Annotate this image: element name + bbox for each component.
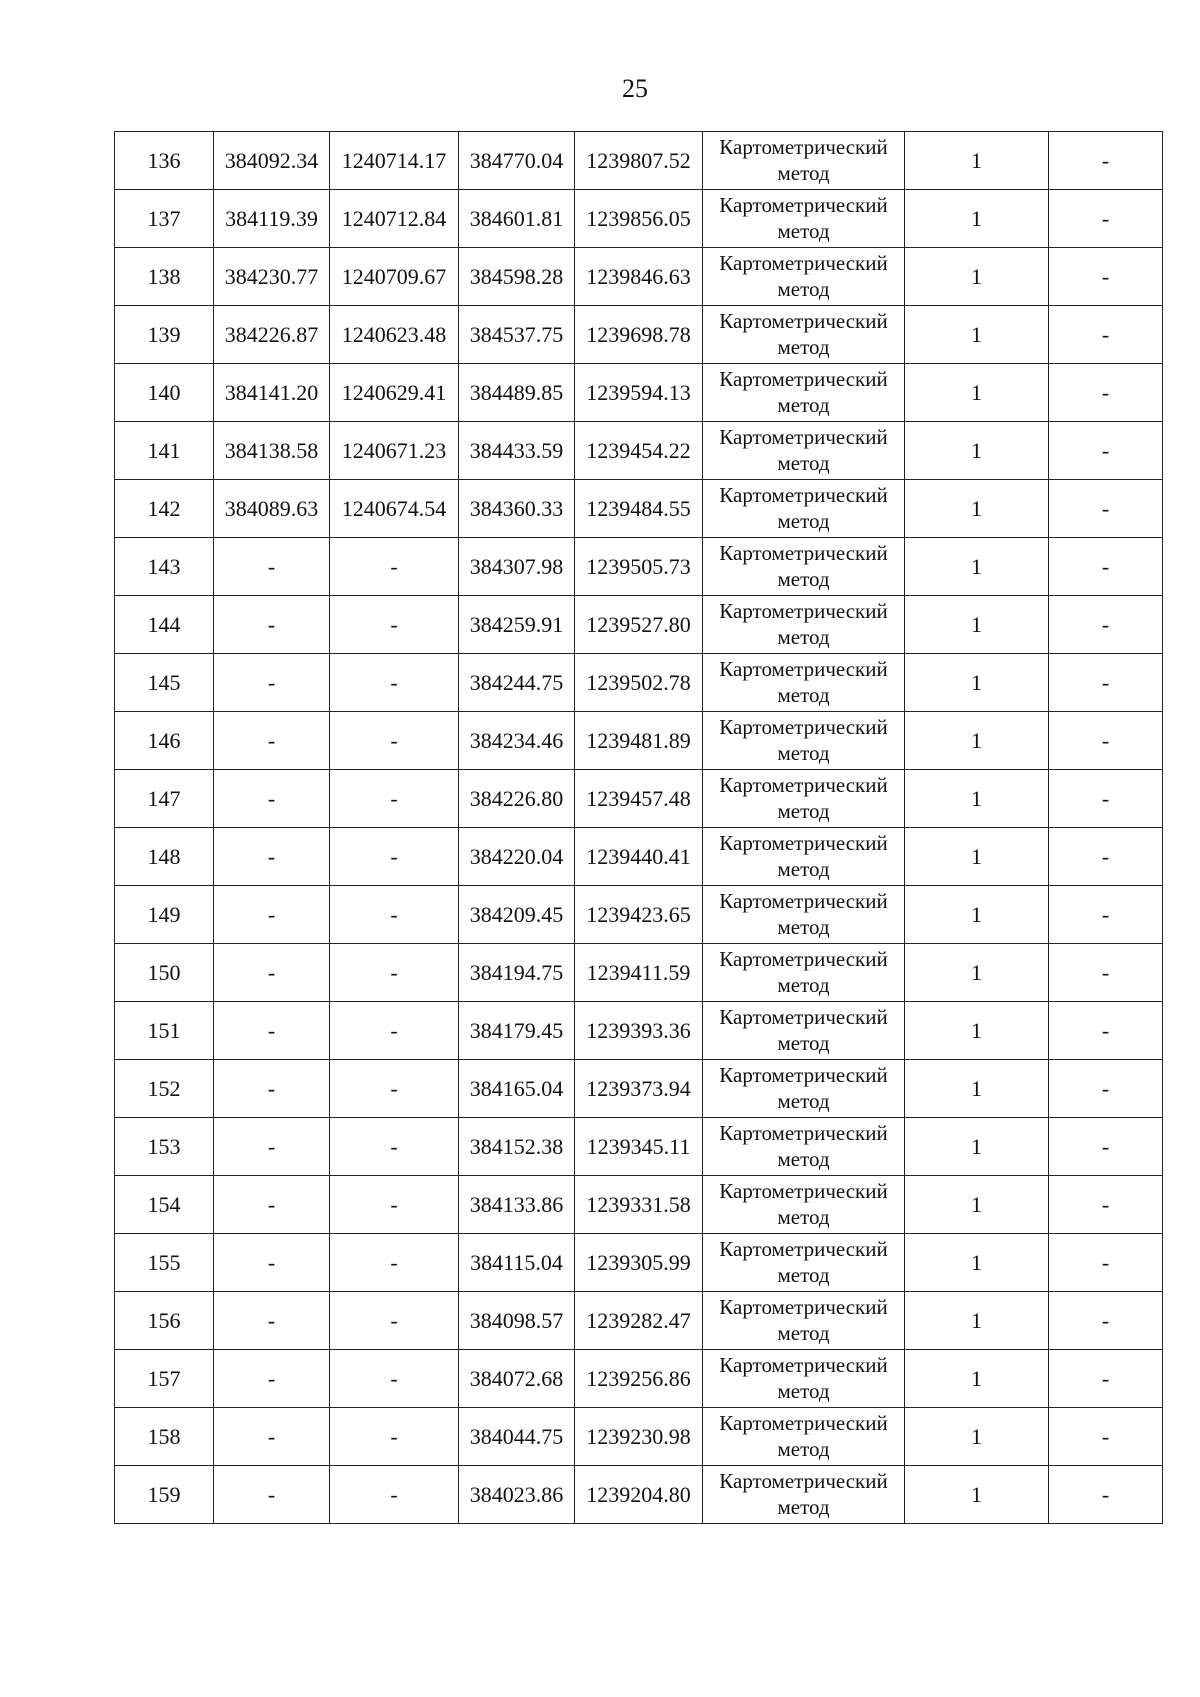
point-number-cell: 138: [115, 248, 214, 306]
method-line-1: Картометрический: [719, 831, 888, 856]
x-new-cell: 384234.46: [459, 712, 575, 770]
y-old-cell: -: [330, 712, 459, 770]
y-old-cell: -: [330, 944, 459, 1002]
method-line-2: метод: [777, 566, 830, 591]
method-line-2: метод: [777, 1436, 830, 1461]
method-line-1: Картометрический: [719, 1411, 888, 1436]
accuracy-cell: 1: [905, 886, 1049, 944]
method-cell: [703, 248, 905, 306]
method-line-2: метод: [777, 1320, 830, 1345]
x-old-cell: -: [214, 712, 330, 770]
description-cell: -: [1049, 1466, 1163, 1524]
y-old-cell: -: [330, 1466, 459, 1524]
coordinates-table: [114, 131, 1163, 1524]
method-line-2: метод: [777, 450, 830, 475]
x-new-cell: 384598.28: [459, 248, 575, 306]
point-number-cell: 143: [115, 538, 214, 596]
method-line-1: Картометрический: [719, 483, 888, 508]
point-number-cell: 145: [115, 654, 214, 712]
table-row: [115, 306, 1163, 364]
method-line-1: Картометрический: [719, 947, 888, 972]
x-old-cell: 384119.39: [214, 190, 330, 248]
accuracy-cell: 1: [905, 1350, 1049, 1408]
y-old-cell: -: [330, 770, 459, 828]
y-old-cell: 1240623.48: [330, 306, 459, 364]
y-new-cell: 1239256.86: [575, 1350, 703, 1408]
method-cell: [703, 1350, 905, 1408]
x-new-cell: 384023.86: [459, 1466, 575, 1524]
y-old-cell: -: [330, 654, 459, 712]
x-new-cell: 384489.85: [459, 364, 575, 422]
method-line-1: Картометрический: [719, 657, 888, 682]
method-line-2: метод: [777, 1262, 830, 1287]
x-new-cell: 384115.04: [459, 1234, 575, 1292]
x-new-cell: 384098.57: [459, 1292, 575, 1350]
accuracy-cell: 1: [905, 190, 1049, 248]
x-old-cell: -: [214, 1408, 330, 1466]
accuracy-cell: 1: [905, 770, 1049, 828]
x-old-cell: -: [214, 886, 330, 944]
description-cell: -: [1049, 654, 1163, 712]
point-number-cell: 139: [115, 306, 214, 364]
table-row: [115, 1118, 1163, 1176]
x-old-cell: -: [214, 1176, 330, 1234]
method-cell: [703, 132, 905, 190]
y-old-cell: 1240709.67: [330, 248, 459, 306]
y-new-cell: 1239331.58: [575, 1176, 703, 1234]
table-row: [115, 480, 1163, 538]
method-cell: [703, 1176, 905, 1234]
x-old-cell: 384226.87: [214, 306, 330, 364]
x-old-cell: -: [214, 654, 330, 712]
x-new-cell: 384244.75: [459, 654, 575, 712]
accuracy-cell: 1: [905, 1060, 1049, 1118]
description-cell: -: [1049, 364, 1163, 422]
x-new-cell: 384072.68: [459, 1350, 575, 1408]
point-number-cell: 158: [115, 1408, 214, 1466]
method-cell: [703, 1408, 905, 1466]
table-row: [115, 132, 1163, 190]
table-row: [115, 538, 1163, 596]
description-cell: -: [1049, 712, 1163, 770]
table-row: [115, 190, 1163, 248]
table-row: [115, 1060, 1163, 1118]
method-cell: [703, 596, 905, 654]
y-new-cell: 1239594.13: [575, 364, 703, 422]
method-cell: [703, 1466, 905, 1524]
accuracy-cell: 1: [905, 422, 1049, 480]
method-cell: [703, 828, 905, 886]
y-old-cell: -: [330, 1002, 459, 1060]
description-cell: -: [1049, 828, 1163, 886]
table-row: [115, 422, 1163, 480]
x-new-cell: 384307.98: [459, 538, 575, 596]
y-new-cell: 1239305.99: [575, 1234, 703, 1292]
accuracy-cell: 1: [905, 248, 1049, 306]
description-cell: -: [1049, 1408, 1163, 1466]
description-cell: -: [1049, 1234, 1163, 1292]
method-cell: [703, 422, 905, 480]
x-old-cell: 384230.77: [214, 248, 330, 306]
y-new-cell: 1239230.98: [575, 1408, 703, 1466]
y-new-cell: 1239282.47: [575, 1292, 703, 1350]
method-line-1: Картометрический: [719, 1295, 888, 1320]
table-body: [115, 132, 1163, 1524]
x-old-cell: -: [214, 1002, 330, 1060]
method-cell: [703, 712, 905, 770]
method-line-1: Картометрический: [719, 599, 888, 624]
y-old-cell: -: [330, 1292, 459, 1350]
method-cell: [703, 886, 905, 944]
method-line-1: Картометрический: [719, 773, 888, 798]
y-old-cell: 1240674.54: [330, 480, 459, 538]
method-line-2: метод: [777, 856, 830, 881]
method-line-2: метод: [777, 218, 830, 243]
point-number-cell: 155: [115, 1234, 214, 1292]
accuracy-cell: 1: [905, 712, 1049, 770]
table-row: [115, 1350, 1163, 1408]
x-old-cell: -: [214, 1060, 330, 1118]
method-line-2: метод: [777, 1146, 830, 1171]
accuracy-cell: 1: [905, 1234, 1049, 1292]
table-row: [115, 1466, 1163, 1524]
accuracy-cell: 1: [905, 1408, 1049, 1466]
table-row: [115, 712, 1163, 770]
method-line-2: метод: [777, 1088, 830, 1113]
description-cell: -: [1049, 770, 1163, 828]
x-new-cell: 384209.45: [459, 886, 575, 944]
x-old-cell: -: [214, 828, 330, 886]
method-line-2: метод: [777, 1204, 830, 1229]
table-row: [115, 596, 1163, 654]
accuracy-cell: 1: [905, 1176, 1049, 1234]
description-cell: -: [1049, 944, 1163, 1002]
description-cell: -: [1049, 1060, 1163, 1118]
method-line-2: метод: [777, 160, 830, 185]
method-line-1: Картометрический: [719, 541, 888, 566]
method-line-2: метод: [777, 1378, 830, 1403]
accuracy-cell: 1: [905, 654, 1049, 712]
method-line-2: метод: [777, 624, 830, 649]
y-new-cell: 1239393.36: [575, 1002, 703, 1060]
description-cell: -: [1049, 480, 1163, 538]
table-row: [115, 1292, 1163, 1350]
description-cell: -: [1049, 1292, 1163, 1350]
y-new-cell: 1239484.55: [575, 480, 703, 538]
y-old-cell: -: [330, 886, 459, 944]
accuracy-cell: 1: [905, 480, 1049, 538]
method-line-2: метод: [777, 798, 830, 823]
method-cell: [703, 306, 905, 364]
accuracy-cell: 1: [905, 828, 1049, 886]
description-cell: -: [1049, 1350, 1163, 1408]
y-new-cell: 1239698.78: [575, 306, 703, 364]
table-row: [115, 944, 1163, 1002]
y-old-cell: -: [330, 1060, 459, 1118]
point-number-cell: 152: [115, 1060, 214, 1118]
table-row: [115, 1408, 1163, 1466]
method-line-1: Картометрический: [719, 1005, 888, 1030]
accuracy-cell: 1: [905, 132, 1049, 190]
method-cell: [703, 654, 905, 712]
y-new-cell: 1239502.78: [575, 654, 703, 712]
method-line-1: Картометрический: [719, 367, 888, 392]
description-cell: -: [1049, 1002, 1163, 1060]
y-new-cell: 1239846.63: [575, 248, 703, 306]
description-cell: -: [1049, 538, 1163, 596]
y-new-cell: 1239454.22: [575, 422, 703, 480]
x-new-cell: 384044.75: [459, 1408, 575, 1466]
point-number-cell: 147: [115, 770, 214, 828]
y-old-cell: 1240629.41: [330, 364, 459, 422]
accuracy-cell: 1: [905, 1002, 1049, 1060]
accuracy-cell: 1: [905, 1292, 1049, 1350]
point-number-cell: 140: [115, 364, 214, 422]
description-cell: -: [1049, 422, 1163, 480]
method-cell: [703, 1234, 905, 1292]
table-row: [115, 654, 1163, 712]
table-row: [115, 1002, 1163, 1060]
y-old-cell: -: [330, 538, 459, 596]
y-new-cell: 1239440.41: [575, 828, 703, 886]
accuracy-cell: 1: [905, 1118, 1049, 1176]
x-old-cell: -: [214, 1292, 330, 1350]
table-row: [115, 770, 1163, 828]
x-new-cell: 384601.81: [459, 190, 575, 248]
y-new-cell: 1239411.59: [575, 944, 703, 1002]
method-cell: [703, 1002, 905, 1060]
y-new-cell: 1239373.94: [575, 1060, 703, 1118]
x-old-cell: 384138.58: [214, 422, 330, 480]
method-line-2: метод: [777, 972, 830, 997]
method-line-2: метод: [777, 740, 830, 765]
description-cell: -: [1049, 596, 1163, 654]
y-new-cell: 1239345.11: [575, 1118, 703, 1176]
point-number-cell: 146: [115, 712, 214, 770]
accuracy-cell: 1: [905, 1466, 1049, 1524]
method-line-1: Картометрический: [719, 1063, 888, 1088]
method-cell: [703, 364, 905, 422]
point-number-cell: 154: [115, 1176, 214, 1234]
method-line-2: метод: [777, 508, 830, 533]
table-row: [115, 1176, 1163, 1234]
accuracy-cell: 1: [905, 944, 1049, 1002]
description-cell: -: [1049, 190, 1163, 248]
table-row: [115, 248, 1163, 306]
method-line-1: Картометрический: [719, 1237, 888, 1262]
x-old-cell: 384092.34: [214, 132, 330, 190]
point-number-cell: 141: [115, 422, 214, 480]
description-cell: -: [1049, 248, 1163, 306]
x-old-cell: -: [214, 1350, 330, 1408]
table-row: [115, 886, 1163, 944]
method-line-2: метод: [777, 276, 830, 301]
point-number-cell: 149: [115, 886, 214, 944]
method-line-1: Картометрический: [719, 1179, 888, 1204]
y-new-cell: 1239527.80: [575, 596, 703, 654]
y-old-cell: 1240671.23: [330, 422, 459, 480]
table-row: [115, 364, 1163, 422]
x-new-cell: 384220.04: [459, 828, 575, 886]
y-new-cell: 1239423.65: [575, 886, 703, 944]
method-line-1: Картометрический: [719, 715, 888, 740]
x-new-cell: 384537.75: [459, 306, 575, 364]
x-new-cell: 384259.91: [459, 596, 575, 654]
method-cell: [703, 480, 905, 538]
description-cell: -: [1049, 886, 1163, 944]
point-number-cell: 137: [115, 190, 214, 248]
x-new-cell: 384194.75: [459, 944, 575, 1002]
accuracy-cell: 1: [905, 538, 1049, 596]
x-new-cell: 384165.04: [459, 1060, 575, 1118]
y-old-cell: -: [330, 1408, 459, 1466]
method-cell: [703, 1060, 905, 1118]
method-line-1: Картометрический: [719, 135, 888, 160]
method-line-2: метод: [777, 682, 830, 707]
method-line-1: Картометрический: [719, 1469, 888, 1494]
point-number-cell: 157: [115, 1350, 214, 1408]
point-number-cell: 150: [115, 944, 214, 1002]
table-row: [115, 1234, 1163, 1292]
method-line-1: Картометрический: [719, 1121, 888, 1146]
x-new-cell: 384360.33: [459, 480, 575, 538]
x-new-cell: 384226.80: [459, 770, 575, 828]
accuracy-cell: 1: [905, 596, 1049, 654]
method-line-2: метод: [777, 1494, 830, 1519]
table-row: [115, 828, 1163, 886]
description-cell: -: [1049, 306, 1163, 364]
y-old-cell: 1240712.84: [330, 190, 459, 248]
point-number-cell: 156: [115, 1292, 214, 1350]
method-line-1: Картометрический: [719, 425, 888, 450]
point-number-cell: 148: [115, 828, 214, 886]
method-line-1: Картометрический: [719, 193, 888, 218]
x-old-cell: -: [214, 770, 330, 828]
method-line-1: Картометрический: [719, 309, 888, 334]
x-old-cell: -: [214, 1118, 330, 1176]
method-line-2: метод: [777, 392, 830, 417]
point-number-cell: 136: [115, 132, 214, 190]
y-old-cell: -: [330, 1176, 459, 1234]
y-new-cell: 1239856.05: [575, 190, 703, 248]
x-old-cell: 384141.20: [214, 364, 330, 422]
y-new-cell: 1239807.52: [575, 132, 703, 190]
method-cell: [703, 944, 905, 1002]
x-old-cell: -: [214, 596, 330, 654]
y-old-cell: -: [330, 1118, 459, 1176]
method-cell: [703, 1118, 905, 1176]
method-cell: [703, 190, 905, 248]
y-old-cell: 1240714.17: [330, 132, 459, 190]
x-new-cell: 384179.45: [459, 1002, 575, 1060]
point-number-cell: 144: [115, 596, 214, 654]
y-old-cell: -: [330, 596, 459, 654]
method-line-1: Картометрический: [719, 889, 888, 914]
y-old-cell: -: [330, 1350, 459, 1408]
method-cell: [703, 538, 905, 596]
x-old-cell: -: [214, 538, 330, 596]
method-line-1: Картометрический: [719, 251, 888, 276]
description-cell: -: [1049, 1176, 1163, 1234]
x-new-cell: 384433.59: [459, 422, 575, 480]
x-old-cell: -: [214, 1234, 330, 1292]
page-number: 25: [622, 74, 648, 103]
point-number-cell: 142: [115, 480, 214, 538]
y-new-cell: 1239481.89: [575, 712, 703, 770]
method-line-2: метод: [777, 914, 830, 939]
accuracy-cell: 1: [905, 364, 1049, 422]
method-line-2: метод: [777, 334, 830, 359]
method-line-1: Картометрический: [719, 1353, 888, 1378]
x-old-cell: 384089.63: [214, 480, 330, 538]
point-number-cell: 153: [115, 1118, 214, 1176]
method-cell: [703, 1292, 905, 1350]
x-new-cell: 384133.86: [459, 1176, 575, 1234]
x-new-cell: 384770.04: [459, 132, 575, 190]
description-cell: -: [1049, 132, 1163, 190]
y-new-cell: 1239457.48: [575, 770, 703, 828]
method-cell: [703, 770, 905, 828]
x-old-cell: -: [214, 944, 330, 1002]
method-line-2: метод: [777, 1030, 830, 1055]
x-new-cell: 384152.38: [459, 1118, 575, 1176]
y-old-cell: -: [330, 828, 459, 886]
point-number-cell: 151: [115, 1002, 214, 1060]
description-cell: -: [1049, 1118, 1163, 1176]
y-old-cell: -: [330, 1234, 459, 1292]
y-new-cell: 1239505.73: [575, 538, 703, 596]
y-new-cell: 1239204.80: [575, 1466, 703, 1524]
point-number-cell: 159: [115, 1466, 214, 1524]
accuracy-cell: 1: [905, 306, 1049, 364]
x-old-cell: -: [214, 1466, 330, 1524]
